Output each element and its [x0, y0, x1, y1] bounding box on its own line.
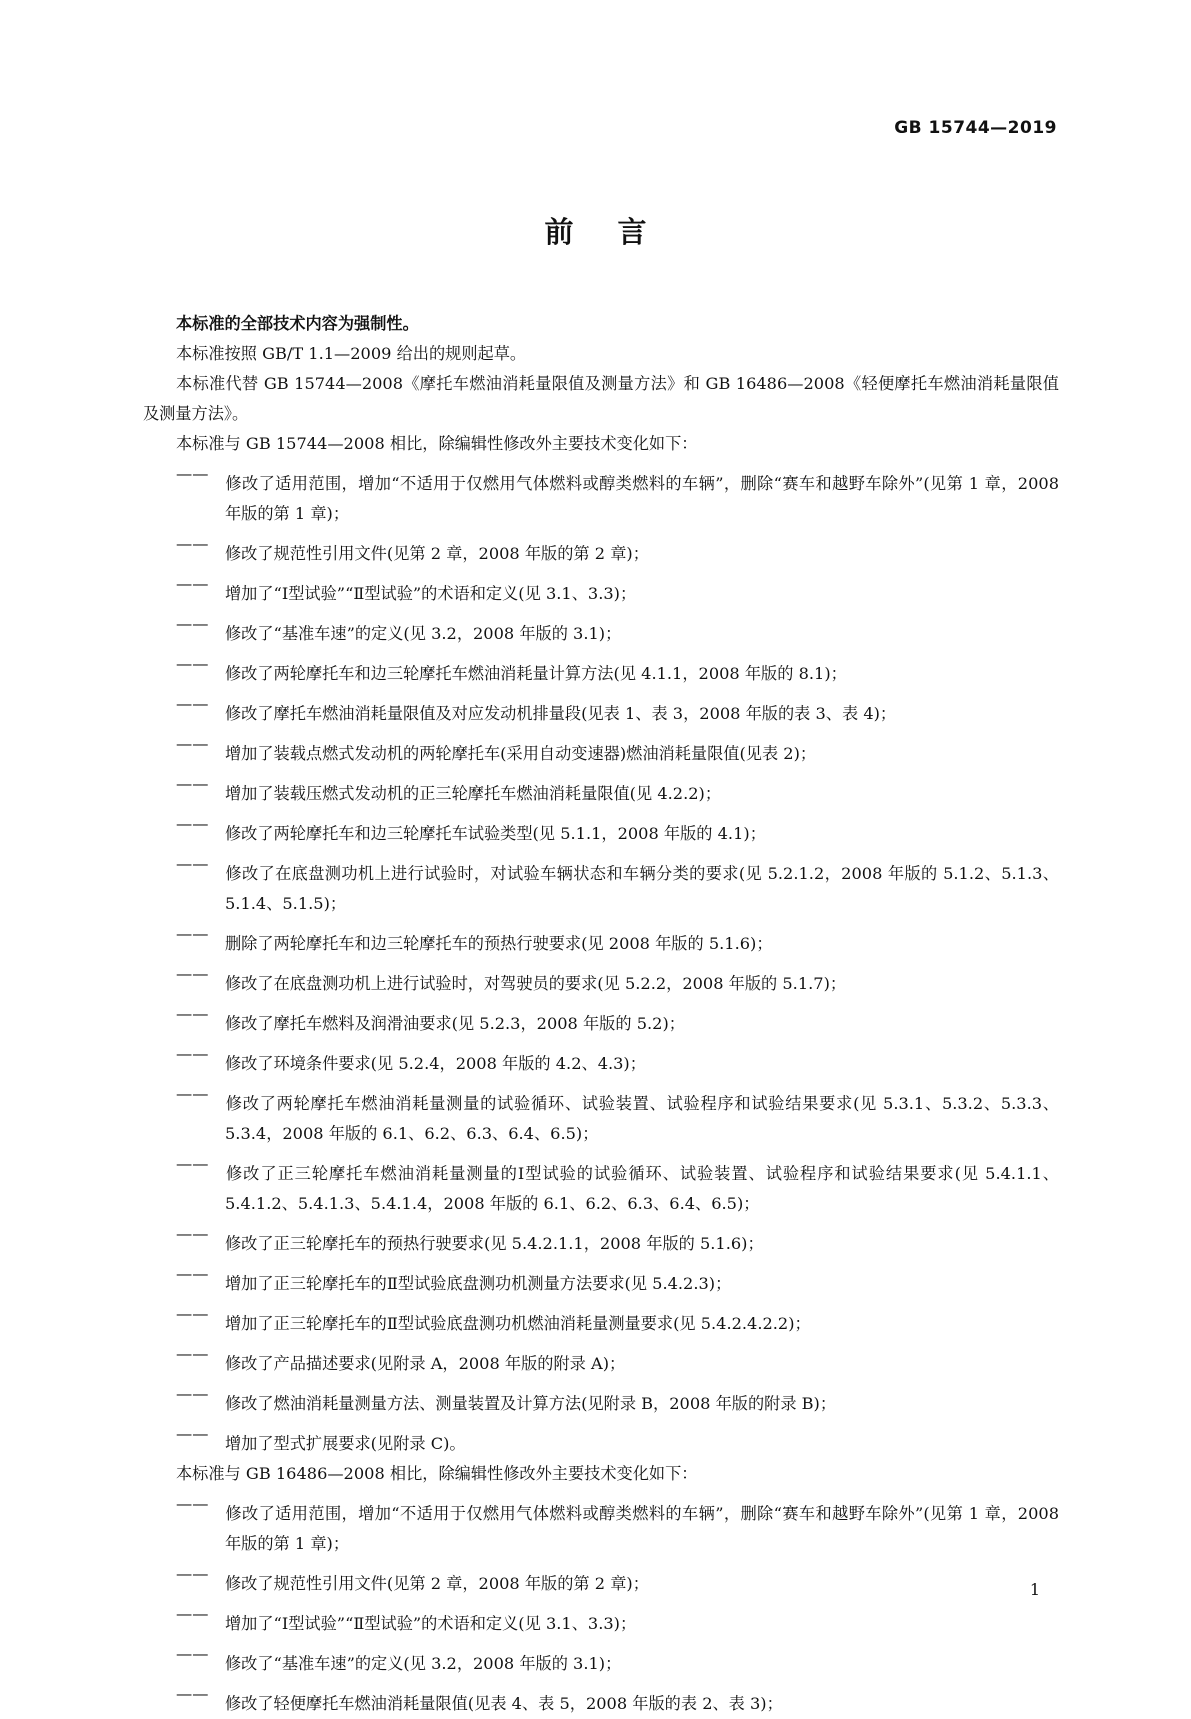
dash-marker: —— [176, 574, 209, 593]
list-item: ——修改了燃油消耗量测量方法、测量装置及计算方法(见附录 B，2008 年版的附录 B)； [143, 1379, 1059, 1419]
foreword-body [143, 309, 1059, 1719]
page-title: 前言 [544, 215, 691, 249]
standard-code: GB 15744—2019 [894, 118, 1057, 138]
replacement-statement: 本标准代替 GB 15744—2008《摩托车燃油消耗量限值及测量方法》和 GB 16486—2008《轻便摩托车燃油消耗量限值及测量方法》。 [143, 374, 1059, 423]
page-number: 1 [1029, 1580, 1040, 1599]
list-item: ——增加了装载压燃式发动机的正三轮摩托车燃油消耗量限值(见 4.2.2)； [143, 769, 1059, 809]
list-item: ——修改了“基准车速”的定义(见 3.2，2008 年版的 3.1)； [143, 1639, 1059, 1679]
dash-marker: —— [176, 1684, 209, 1703]
dash-marker: —— [176, 1344, 209, 1363]
dash-marker: —— [176, 1224, 209, 1243]
list-item: ——修改了在底盘测功机上进行试验时，对试验车辆状态和车辆分类的要求(见 5.2.1.2，2008 年版的 5.1.2、5.1.3、5.1.4、5.1.5)； [143, 849, 1059, 919]
dash-marker: —— [176, 1384, 209, 1403]
dash-marker: —— [176, 1644, 209, 1663]
list-item: ——修改了适用范围，增加“不适用于仅燃用气体燃料或醇类燃料的车辆”，删除“赛车和越野车除外”(见第 1 章，2008 年版的第 1 章)； [143, 459, 1059, 529]
changes-list-16486 [143, 1489, 1059, 1719]
list-item: ——修改了规范性引用文件(见第 2 章，2008 年版的第 2 章)； [143, 1559, 1059, 1599]
list-item: ——增加了正三轮摩托车的Ⅱ型试验底盘测功机测量方法要求(见 5.4.2.3)； [143, 1259, 1059, 1299]
list-item: ——修改了规范性引用文件(见第 2 章，2008 年版的第 2 章)； [143, 529, 1059, 569]
dash-marker: —— [176, 964, 209, 983]
dash-marker: —— [176, 1044, 209, 1063]
dash-marker: —— [176, 1304, 209, 1323]
changes-list-15744 [143, 459, 1059, 1459]
dash-marker: —— [176, 1564, 209, 1583]
list-item: ——删除了两轮摩托车和边三轮摩托车的预热行驶要求(见 2008 年版的 5.1.6)； [143, 919, 1059, 959]
list-item: ——修改了两轮摩托车燃油消耗量测量的试验循环、试验装置、试验程序和试验结果要求(见 5.3.1、5.3.2、5.3.3、5.3.4，2008 年版的 6.1、6.2、6.3、6.4、6.5)； [143, 1079, 1059, 1149]
dash-marker: —— [176, 814, 209, 833]
list-item: ——修改了产品描述要求(见附录 A，2008 年版的附录 A)； [143, 1339, 1059, 1379]
list-item: ——增加了型式扩展要求(见附录 C)。 [143, 1419, 1059, 1459]
dash-marker: —— [176, 614, 209, 633]
dash-marker: —— [176, 774, 209, 793]
dash-marker: —— [176, 464, 209, 483]
comparison-16486-statement: 本标准与 GB 16486—2008 相比，除编辑性修改外主要技术变化如下： [176, 1464, 698, 1483]
list-item: ——增加了正三轮摩托车的Ⅱ型试验底盘测功机燃油消耗量测量要求(见 5.4.2.4.2.2)； [143, 1299, 1059, 1339]
list-item: ——修改了适用范围，增加“不适用于仅燃用气体燃料或醇类燃料的车辆”，删除“赛车和越野车除外”(见第 1 章，2008 年版的第 1 章)； [143, 1489, 1059, 1559]
dash-marker: —— [176, 1154, 209, 1173]
dash-marker: —— [176, 1494, 209, 1513]
list-item: ——修改了“基准车速”的定义(见 3.2，2008 年版的 3.1)； [143, 609, 1059, 649]
dash-marker: —— [176, 924, 209, 943]
list-item: ——增加了“Ⅰ型试验”“Ⅱ型试验”的术语和定义(见 3.1、3.3)； [143, 1599, 1059, 1639]
list-item: ——修改了环境条件要求(见 5.2.4，2008 年版的 4.2、4.3)； [143, 1039, 1059, 1079]
list-item: ——修改了两轮摩托车和边三轮摩托车试验类型(见 5.1.1，2008 年版的 4.1)； [143, 809, 1059, 849]
comparison-15744-statement: 本标准与 GB 15744—2008 相比，除编辑性修改外主要技术变化如下： [176, 434, 698, 453]
dash-marker: —— [176, 734, 209, 753]
drafting-rule-statement: 本标准按照 GB/T 1.1—2009 给出的规则起草。 [176, 344, 527, 363]
dash-marker: —— [176, 1604, 209, 1623]
list-item: ——修改了摩托车燃料及润滑油要求(见 5.2.3，2008 年版的 5.2)； [143, 999, 1059, 1039]
dash-marker: —— [176, 1084, 209, 1103]
dash-marker: —— [176, 654, 209, 673]
dash-marker: —— [176, 854, 209, 873]
dash-marker: —— [176, 534, 209, 553]
list-item: ——修改了在底盘测功机上进行试验时，对驾驶员的要求(见 5.2.2，2008 年版的 5.1.7)； [143, 959, 1059, 999]
list-item: ——修改了正三轮摩托车的预热行驶要求(见 5.4.2.1.1，2008 年版的 5.1.6)； [143, 1219, 1059, 1259]
dash-marker: —— [176, 1264, 209, 1283]
dash-marker: —— [176, 1004, 209, 1023]
dash-marker: —— [176, 1424, 209, 1443]
list-item: ——修改了正三轮摩托车燃油消耗量测量的Ⅰ型试验的试验循环、试验装置、试验程序和试验结果要求(见 5.4.1.1、5.4.1.2、5.4.1.3、5.4.1.4，2008 年版的 6.1、6.2、6.3、6.4、6.5)； [143, 1149, 1059, 1219]
dash-marker: —— [176, 694, 209, 713]
list-item: ——增加了装载点燃式发动机的两轮摩托车(采用自动变速器)燃油消耗量限值(见表 2)； [143, 729, 1059, 769]
list-item: ——增加了“Ⅰ型试验”“Ⅱ型试验”的术语和定义(见 3.1、3.3)； [143, 569, 1059, 609]
mandatory-statement: 本标准的全部技术内容为强制性。 [176, 314, 419, 333]
list-item: ——修改了摩托车燃油消耗量限值及对应发动机排量段(见表 1、表 3，2008 年版的表 3、表 4)； [143, 689, 1059, 729]
list-item: ——修改了两轮摩托车和边三轮摩托车燃油消耗量计算方法(见 4.1.1，2008 年版的 8.1)； [143, 649, 1059, 689]
list-item: ——修改了轻便摩托车燃油消耗量限值(见表 4、表 5，2008 年版的表 2、表 3)； [143, 1679, 1059, 1719]
